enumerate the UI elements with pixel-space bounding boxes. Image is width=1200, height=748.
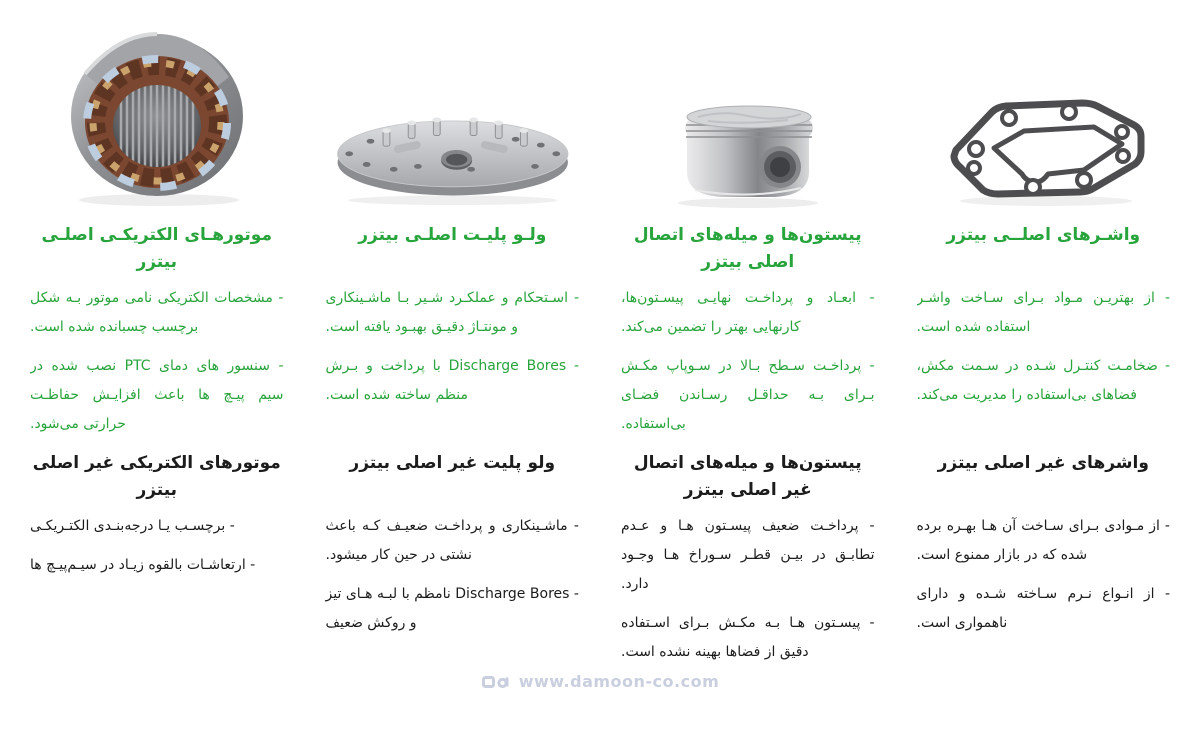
original-heading: واشـرهای اصلــی بیتزر xyxy=(946,225,1141,245)
non-original-bullets xyxy=(30,512,284,580)
original-section xyxy=(326,222,580,450)
bullet: - مشخصات الکتریکی نامی موتور بـه شکل برچسب چسبانده شده است. xyxy=(30,290,284,335)
bullet: - از مـوادی بـرای سـاخت آن هـا بهـره برده شده که در بازار ممنوع است. xyxy=(916,518,1170,563)
watermark xyxy=(0,672,1200,691)
bitzer-gasket-photo xyxy=(936,88,1151,210)
non-original-section xyxy=(917,450,1171,638)
valve-plate-image-box xyxy=(326,20,580,210)
original-heading: موتورهـای الکتریکـی اصلـی بیتزر xyxy=(41,225,272,272)
non-original-section xyxy=(30,450,284,580)
bullet: - از انـواع نـرم سـاخته شـده و دارای ناهمواری است. xyxy=(916,586,1170,631)
column-valve-plates xyxy=(326,20,580,677)
bitzer-piston-photo xyxy=(653,92,843,210)
damoon-logo-icon xyxy=(481,674,511,690)
bullet: - Discharge Bores نامظم با لبـه هـای تیز و روکش ضعیف xyxy=(325,586,579,631)
original-heading: پیستون‌ها و میله‌های اتصال اصلی بیتزر xyxy=(633,225,862,272)
column-gaskets xyxy=(917,20,1171,677)
gasket-image-box xyxy=(917,20,1171,210)
bullet: - پرداخـت ضعیف پیسـتون هـا و عـدم تطابـق در بیـن قطـر سـوراخ هـا وجـود دارد. xyxy=(621,518,875,592)
non-original-heading: موتورهای الکتریکی غیر اصلی بیتزر xyxy=(32,453,281,500)
original-bullets xyxy=(326,284,580,410)
bullet: - Discharge Bores با پرداخت و بـرش منظم ساخته شده است. xyxy=(325,358,579,403)
bullet: - پیسـتون هـا بـه مکـش بـرای اسـتفاده دقیق از فضاها بهینه نشده است. xyxy=(621,615,875,660)
original-bullets xyxy=(917,284,1171,410)
non-original-heading: پیستون‌ها و میله‌های اتصال غیر اصلی بیتزر xyxy=(633,453,862,500)
original-section xyxy=(917,222,1171,450)
bullet: - اسـتحکام و عملکـرد شـیر بـا ماشـینکاری و مونتـاژ دقیـق بهبـود یافته است. xyxy=(325,290,579,335)
original-heading: ولـو پلیـت اصلـی بیتزر xyxy=(358,225,547,245)
non-original-bullets xyxy=(621,512,875,667)
bullet: - سنسور های دمای PTC نصب شده در سیم پیـچ ها باعث افزایـش حفاظـت حرارتی می‌شود. xyxy=(30,358,284,432)
column-motors xyxy=(30,20,284,677)
bullet: - ارتعاشـات بالقوه زیـاد در سیـم‌پیـچ ها xyxy=(30,557,256,573)
non-original-heading: ولو پلیت غیر اصلی بیتزر xyxy=(349,453,556,473)
non-original-bullets xyxy=(917,512,1171,638)
non-original-section xyxy=(621,450,875,667)
bullet: - پرداخـت سـطح بـالا در سـوپاپ مکـش بـرای بـه حداقـل رسـاندن فضـای بی‌استفاده. xyxy=(621,358,875,432)
bullet: - ضخامـت کنتـرل شـده در سـمت مکش، فضاهای بی‌استفاده را مدیریت می‌کند. xyxy=(916,358,1170,403)
non-original-section xyxy=(326,450,580,638)
column-pistons xyxy=(621,20,875,677)
original-bullets xyxy=(30,284,284,439)
original-section xyxy=(30,222,284,450)
motor-image-box xyxy=(30,20,284,210)
original-section xyxy=(621,222,875,450)
bullet: - برچسـب یـا درجه‌بنـدی الکتـریکـی xyxy=(30,518,235,534)
watermark-url: www.damoon-co.com xyxy=(518,672,720,691)
non-original-bullets xyxy=(326,512,580,638)
piston-image-box xyxy=(621,20,875,210)
original-bullets xyxy=(621,284,875,439)
non-original-heading: واشرهای غیر اصلی بیتزر xyxy=(937,453,1149,473)
bullet: - ابعـاد و پرداخـت نهایـی پیسـتون‌ها، کارنهایی بهتر را تضمین می‌کند. xyxy=(621,290,875,335)
bullet: - ماشـینکاری و پرداخـت ضعیـف کـه باعث نشتی در حین کار میشود. xyxy=(325,518,579,563)
bitzer-valve-plate-photo xyxy=(326,88,580,210)
bitzer-electric-motor-photo xyxy=(59,24,255,210)
bullet: - از بهتریـن مـواد بـرای سـاخت واشـر استفاده شده است. xyxy=(916,290,1170,335)
